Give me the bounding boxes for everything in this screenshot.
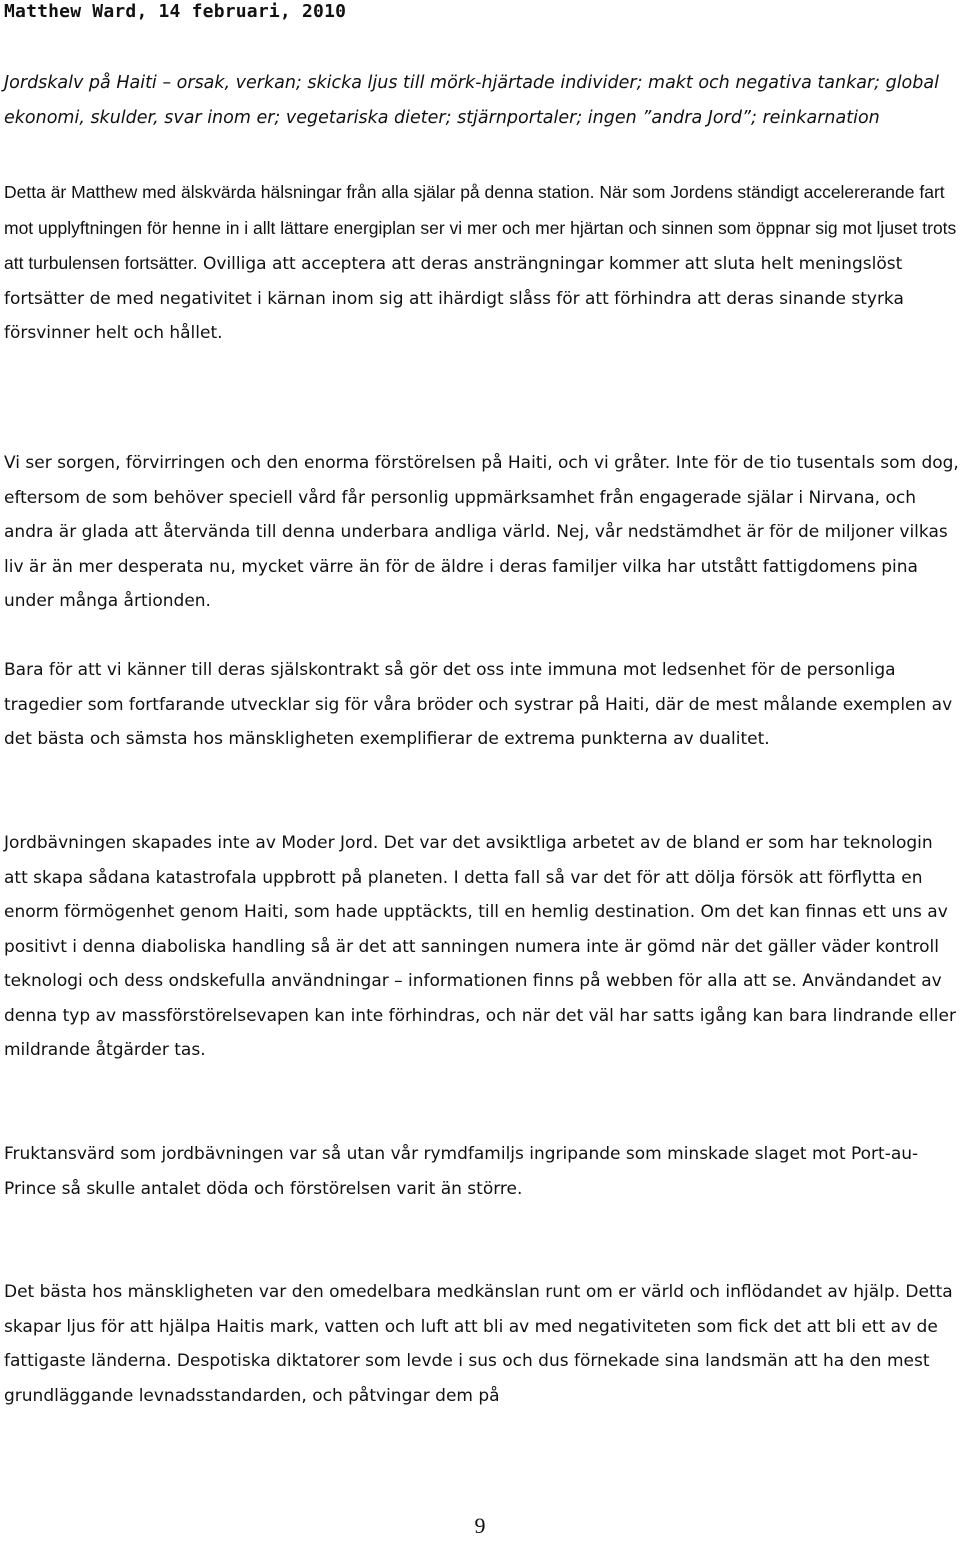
paragraph-5: Fruktansvärd som jordbävningen var så utan vår rymdfamiljs ingripande som minskade slaget mot Port-au-Prince så skulle antalet döda och förstörelsen varit än större.	[4, 1144, 919, 1199]
paragraph-4: Jordbävningen skapades inte av Moder Jord. Det var det avsiktliga arbetet av de bland er som har teknologin att skapa sådana katastrofala uppbrott på planeten. I detta fall så var det för att dölja försök att förflytta en enorm förmögenhet genom Haiti, som hade upptäckts, till en hemlig destination. Om det kan finnas ett uns av positivt i denna diaboliska handling så är det att sanningen numera inte är gömd när det gäller väder kontroll teknologi och dess ondskefulla användningar – informationen finns på webben för alla att se. Användandet av denna typ av massförstörelsevapen kan inte förhindras, och när det väl har satts igång kan bara lindrande eller mildrande åtgärder tas.	[4, 833, 956, 1060]
page-number: 9	[474, 1513, 486, 1538]
author-date-header: Matthew Ward, 14 februari, 2010	[4, 1, 347, 22]
paragraph-1-part-2: Ovilliga att acceptera att deras ansträngningar kommer att sluta helt meningslöst fortsätter de med negativitet i kärnan inom sig att ihärdigt slåss för att förhindra att deras sinande styrka försvinner helt och hållet.	[4, 254, 904, 343]
paragraph-1-part-1: Detta är Matthew med älskvärda hälsningar från alla själar på denna station. När som Jordens ständigt accelererande fart mot upplyftningen för henne in i allt lättare energiplan ser vi mer och mer hjärtan och sinnen som öppnar sig mot ljuset trots att turbulensen fortsätter.	[4, 182, 957, 273]
paragraph-1	[4, 175, 960, 351]
paragraph-6: Det bästa hos mänskligheten var den omedelbara medkänslan runt om er värld och inflödandet av hjälp. Detta skapar ljus för att hjälpa Haitis mark, vatten och luft att bli av med negativiteten som fick det att bli ett av de fattigaste länderna. Despotiska diktatorer som levde i sus och dus förnekade sina landsmän att ha den mest grundläggande levnadsstandarden, och påtvingar dem på	[4, 1282, 953, 1406]
paragraph-3: Bara för att vi känner till deras själskontrakt så gör det oss inte immuna mot ledsenhet för de personliga tragedier som fortfarande utvecklar sig för våra bröder och systrar på Haiti, där de mest målande exemplen av det bästa och sämsta hos mänskligheten exemplifierar de extrema punkterna av dualitet.	[4, 660, 953, 749]
topic-subtitle: Jordskalv på Haiti – orsak, verkan; skicka ljus till mörk-hjärtade individer; makt och negativa tankar; global ekonomi, skulder, svar inom er; vegetariska dieter; stjärnportaler; ingen ”andra Jord”; reinkarnation	[4, 73, 939, 128]
paragraph-2: Vi ser sorgen, förvirringen och den enorma förstörelsen på Haiti, och vi gråter. Inte för de tio tusentals som dog, eftersom de som behöver speciell vård får personlig uppmärksamhet från engagerade själar i Nirvana, och andra är glada att återvända till denna underbara andliga värld. Nej, vår nedstämdhet är för de miljoner vilkas liv är än mer desperata nu, mycket värre än för de äldre i deras familjer vilka har utstått fattigdomens pina under många årtionden.	[4, 453, 959, 611]
